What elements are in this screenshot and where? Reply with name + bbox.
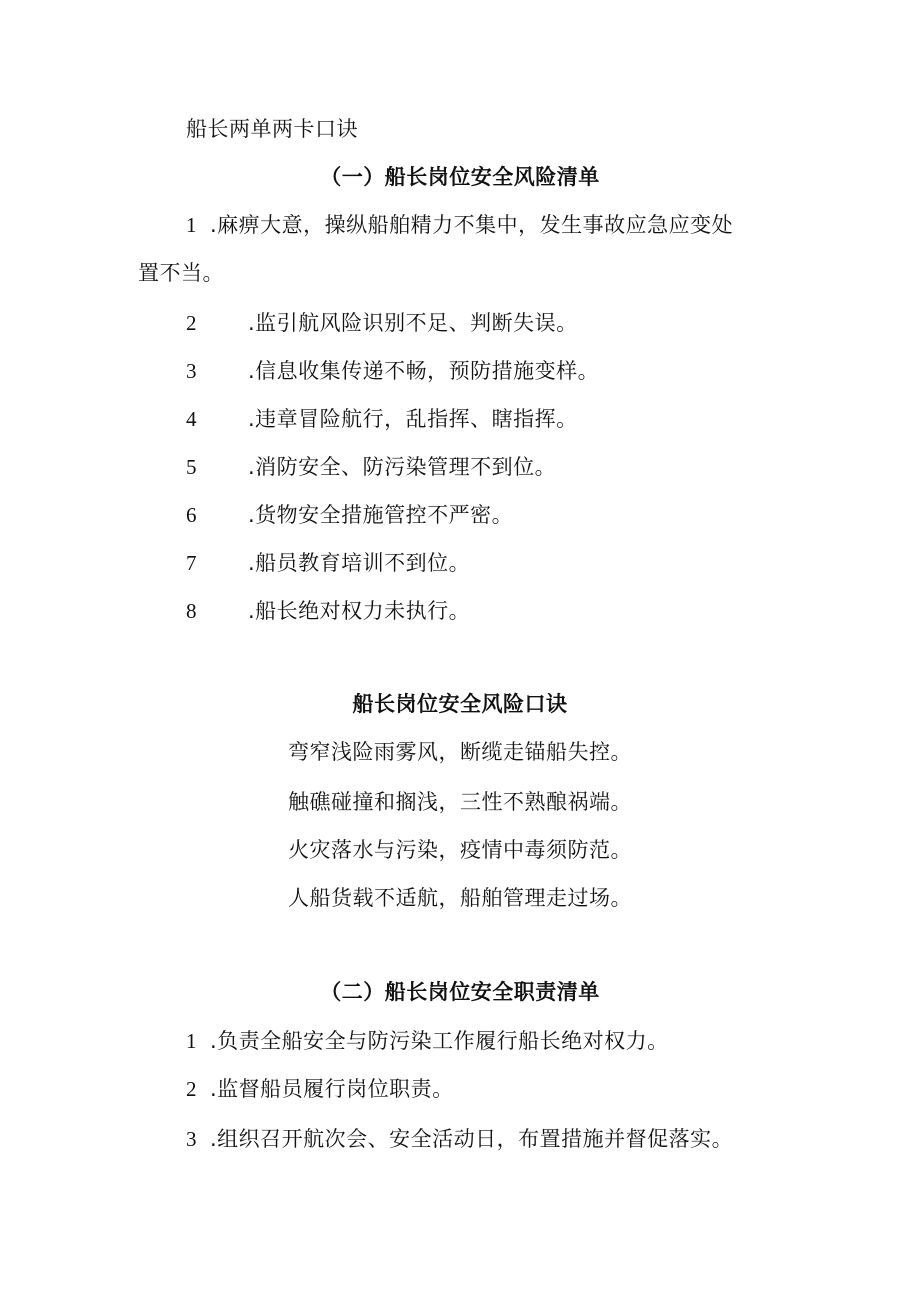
item-text: .消防安全、防污染管理不到位。 [248,455,557,479]
rhyme-heading: 船长岗位安全风险口诀 [352,692,568,716]
item-number: 1 [186,213,197,237]
duty-item-2 [186,1074,454,1104]
item-number: 3 [186,359,197,383]
item-text: .负责全船安全与防污染工作履行船长绝对权力。 [210,1029,669,1053]
item-text: .监督船员履行岗位职责。 [210,1077,454,1101]
item-number: 4 [186,407,197,431]
risk-item-5 [186,452,556,482]
item-text: .违章冒险航行，乱指挥、瞎指挥。 [248,407,578,431]
rhyme-line-4: 人船货载不适航，船舶管理走过场。 [288,886,632,910]
risk-item-2 [186,308,578,338]
item-text: .组织召开航次会、安全活动日，布置措施并督促落实。 [210,1127,734,1151]
item-number: 2 [186,1077,197,1101]
risk-item-4 [186,404,578,434]
risk-item-1-continuation: 置不当。 [138,261,224,285]
item-number: 7 [186,551,197,575]
item-number: 2 [186,311,197,335]
risk-item-1 [186,210,733,240]
section1-heading: （一）船长岗位安全风险清单 [320,165,600,189]
document-title: 船长两单两卡口诀 [186,117,358,141]
rhyme-line-2: 触礁碰撞和搁浅，三性不熟酿祸端。 [288,790,632,814]
item-text: .船长绝对权力未执行。 [248,599,471,623]
section2-heading: （二）船长岗位安全职责清单 [320,980,600,1004]
risk-item-6 [186,500,513,530]
risk-item-3 [186,356,599,386]
risk-item-8 [186,596,470,626]
rhyme-line-3: 火灾落水与污染，疫情中毒须防范。 [288,838,632,862]
item-number: 3 [186,1127,197,1151]
rhyme-line-1: 弯窄浅险雨雾风，断缆走锚船失控。 [288,740,632,764]
item-text: .货物安全措施管控不严密。 [248,503,514,527]
duty-item-1 [186,1026,669,1056]
item-text: .麻痹大意，操纵船舶精力不集中，发生事故应急应变处 [210,213,734,237]
risk-item-7 [186,548,470,578]
item-text: .船员教育培训不到位。 [248,551,471,575]
item-text: .监引航风险识别不足、判断失误。 [248,311,578,335]
item-number: 5 [186,455,197,479]
duty-item-3 [186,1124,733,1154]
item-number: 8 [186,599,197,623]
item-number: 1 [186,1029,197,1053]
item-number: 6 [186,503,197,527]
item-text: .信息收集传递不畅，预防措施变样。 [248,359,600,383]
